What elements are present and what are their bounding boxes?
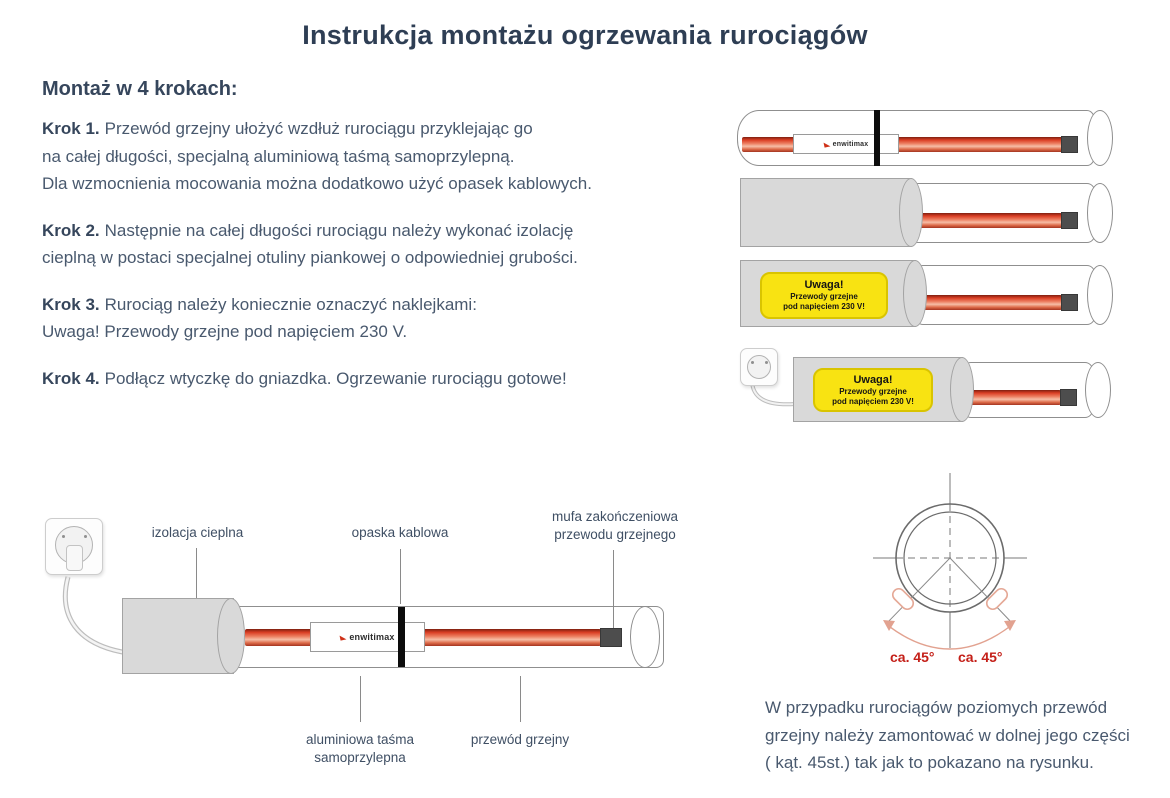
step-4	[42, 365, 692, 393]
tape-brand-label: enwitimax	[349, 632, 395, 642]
step-3-line-1: Rurociąg należy koniecznie oznaczyć naklejkami:	[104, 294, 477, 314]
step-3	[42, 291, 692, 346]
step-1	[42, 115, 692, 198]
heating-cable-step3	[917, 295, 1062, 310]
leader-heating-cable	[520, 676, 521, 722]
label-tape-2: samoprzylepna	[314, 750, 406, 765]
pipe-end-step1	[1087, 110, 1113, 166]
pipe-end-step4	[1085, 362, 1111, 418]
brand-mark-icon	[823, 141, 830, 147]
step-4-label: Krok 4.	[42, 368, 100, 388]
label-insulation: izolacja cieplna	[151, 525, 244, 540]
end-sleeve-step4	[1060, 389, 1077, 406]
end-sleeve-step1	[1061, 136, 1078, 153]
insulation-step2	[740, 178, 912, 247]
socket-hole-icon	[62, 535, 65, 538]
steps-heading: Montaż w 4 krokach:	[42, 78, 238, 100]
step-1-line-3: Dla wzmocnienia mocowania można dodatkowo użyć opasek kablowych.	[42, 174, 592, 193]
leader-end-sleeve	[613, 550, 614, 628]
caption-line-3: ( kąt. 45st.) tak jak to pokazano na rysunku.	[765, 753, 1094, 772]
plug-icon	[66, 545, 83, 571]
heating-cable-step4	[965, 390, 1061, 405]
caption-line-2: grzejny należy zamontować w dolnej jego części	[765, 725, 1130, 745]
step-2	[42, 217, 692, 272]
insulation-edge-main	[217, 598, 245, 674]
step-1-line-1: Przewód grzejny ułożyć wzdłuż rurociągu przyklejając go	[104, 119, 533, 138]
pipe-cross-section	[845, 468, 1055, 683]
warning-line-1: Przewody grzejne	[790, 292, 858, 301]
pipe-end-main	[630, 606, 660, 668]
step-1-line-2: na całej długości, specjalną aluminiową taśmą samoprzylepną.	[42, 146, 515, 166]
insulation-edge-step3	[903, 260, 927, 327]
step-2-label: Krok 2.	[42, 220, 100, 240]
angle-label-right: ca. 45°	[958, 649, 1003, 665]
label-tape-1: aluminiowa taśma	[305, 732, 415, 747]
label-end-sleeve-2: przewodu grzejnego	[554, 527, 676, 542]
page-title: Instrukcja montażu ogrzewania rurociągów	[302, 20, 868, 50]
pipe-end-step2	[1087, 183, 1113, 243]
pipe-end-step3	[1087, 265, 1113, 325]
step-2-line-2: cieplną w postaci specjalnej otuliny piankowej o odpowiedniej grubości.	[42, 248, 578, 267]
warning-line-1: Przewody grzejne	[839, 386, 907, 396]
cable-tie-main	[398, 607, 405, 667]
label-heating-cable: przewód grzejny	[470, 732, 570, 747]
end-sleeve-main	[600, 628, 622, 647]
warning-sticker-step3	[760, 272, 888, 319]
leader-tape	[360, 676, 361, 722]
wall-socket-step4	[740, 348, 778, 386]
leader-cable-tie	[400, 549, 401, 604]
aluminium-tape-step1	[793, 134, 899, 154]
step-4-line-1: Podłącz wtyczkę do gniazdka. Ogrzewanie rurociągu gotowe!	[104, 368, 567, 388]
tape-brand-label: enwitimax	[832, 140, 869, 148]
warning-line-2: pod napięciem 230 V!	[783, 302, 865, 311]
aluminium-tape-main	[310, 622, 425, 652]
wall-socket-main	[45, 518, 103, 575]
end-sleeve-step2	[1061, 212, 1078, 229]
label-cable-tie: opaska kablowa	[351, 525, 449, 540]
warning-title: Uwaga!	[853, 373, 893, 386]
step-2-line-1: Następnie na całej długości rurociągu należy wykonać izolację	[104, 220, 574, 240]
end-sleeve-step3	[1061, 294, 1078, 311]
socket-hole-icon	[751, 361, 754, 364]
socket-hole-icon	[84, 535, 87, 538]
step-3-line-2: Uwaga! Przewody grzejne pod napięciem 230 V.	[42, 322, 408, 341]
heating-cable-step2	[912, 213, 1062, 228]
socket-circle-icon	[747, 355, 771, 379]
brand-mark-icon	[340, 634, 347, 640]
insulation-edge-step2	[899, 178, 923, 247]
cable-tie-step1	[874, 110, 880, 166]
step-1-label: Krok 1.	[42, 119, 100, 138]
insulation-edge-step4	[950, 357, 974, 422]
leader-insulation	[196, 548, 197, 598]
step-3-label: Krok 3.	[42, 294, 100, 314]
socket-hole-icon	[765, 361, 768, 364]
warning-sticker-step4	[813, 368, 933, 412]
label-end-sleeve-1: mufa zakończeniowa	[551, 509, 679, 524]
steps-section	[42, 78, 692, 411]
warning-line-2: pod napięciem 230 V!	[832, 396, 914, 406]
cross-section-caption	[765, 694, 1135, 777]
caption-line-1: W przypadku rurociągów poziomych przewód	[765, 698, 1108, 717]
angle-label-left: ca. 45°	[890, 649, 935, 665]
warning-title: Uwaga!	[804, 279, 844, 291]
